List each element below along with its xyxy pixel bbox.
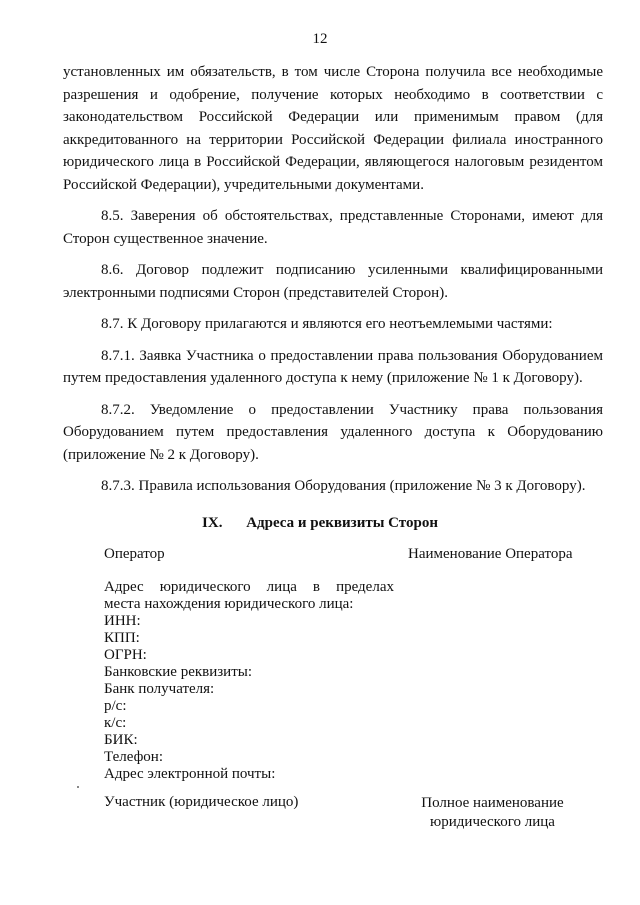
operator-label: Оператор <box>104 546 165 562</box>
paragraph-continuation: установленных им обязательств, в том числе Сторона получила все необходимые разрешения и одобрение, получение которых необходимо в соответствии с законодательством Российской Федерации или применимым правом (для аккредитованного на территории Российской Федерации филиала иностранного юридического лица в Российской Федерации, являющегося налоговым резидентом Российской Федерации), учредительными документами. <box>63 64 603 193</box>
participant-name-line2: юридического лица <box>430 814 555 830</box>
paragraph-8-6: 8.6. Договор подлежит подписанию усиленными квалифицированными электронными подписями Сторон (представителей Сторон). <box>63 262 603 301</box>
req-rs: р/с: <box>104 698 127 714</box>
req-address-line1: Адрес юридического лица в пределах <box>104 579 394 595</box>
scan-speck <box>77 786 79 788</box>
req-bank-details: Банковские реквизиты: <box>104 664 253 680</box>
section-heading <box>0 515 640 532</box>
req-kpp: КПП: <box>104 630 140 646</box>
participant-name-placeholder <box>405 794 580 832</box>
operator-name-placeholder: Наименование Оператора <box>408 546 573 562</box>
paragraph-8-7-1: 8.7.1. Заявка Участника о предоставлении права пользования Оборудованием путем предоставления удаленного доступа к нему (приложение № 1 к Договору). <box>63 347 603 386</box>
req-ks: к/с: <box>104 715 127 731</box>
section-number: IX. <box>202 515 223 531</box>
req-bik: БИК: <box>104 732 138 748</box>
paragraph-8-7: 8.7. К Договору прилагаются и являются его неотъемлемыми частями: <box>101 316 553 332</box>
paragraph-8-5: 8.5. Заверения об обстоятельствах, представленные Сторонами, имеют для Сторон существенное значение. <box>63 208 603 247</box>
req-inn: ИНН: <box>104 613 141 629</box>
req-address-line2: места нахождения юридического лица: <box>104 596 354 612</box>
participant-name-line1: Полное наименование <box>421 795 564 811</box>
paragraph-8-7-3: 8.7.3. Правила использования Оборудования (приложение № 3 к Договору). <box>101 478 586 494</box>
section-title: Адреса и реквизиты Сторон <box>246 515 438 531</box>
req-phone: Телефон: <box>104 749 163 765</box>
paragraph-8-7-2: 8.7.2. Уведомление о предоставлении Участнику права пользования Оборудованием путем предоставления удаленного доступа к Оборудованию (приложение № 2 к Договору). <box>63 401 603 463</box>
page-number: 12 <box>312 31 328 47</box>
req-ogrn: ОГРН: <box>104 647 147 663</box>
document-body <box>63 61 603 507</box>
requisites-block <box>104 579 394 783</box>
participant-label: Участник (юридическое лицо) <box>104 794 299 810</box>
req-bank: Банк получателя: <box>104 681 215 697</box>
req-email: Адрес электронной почты: <box>104 766 276 782</box>
